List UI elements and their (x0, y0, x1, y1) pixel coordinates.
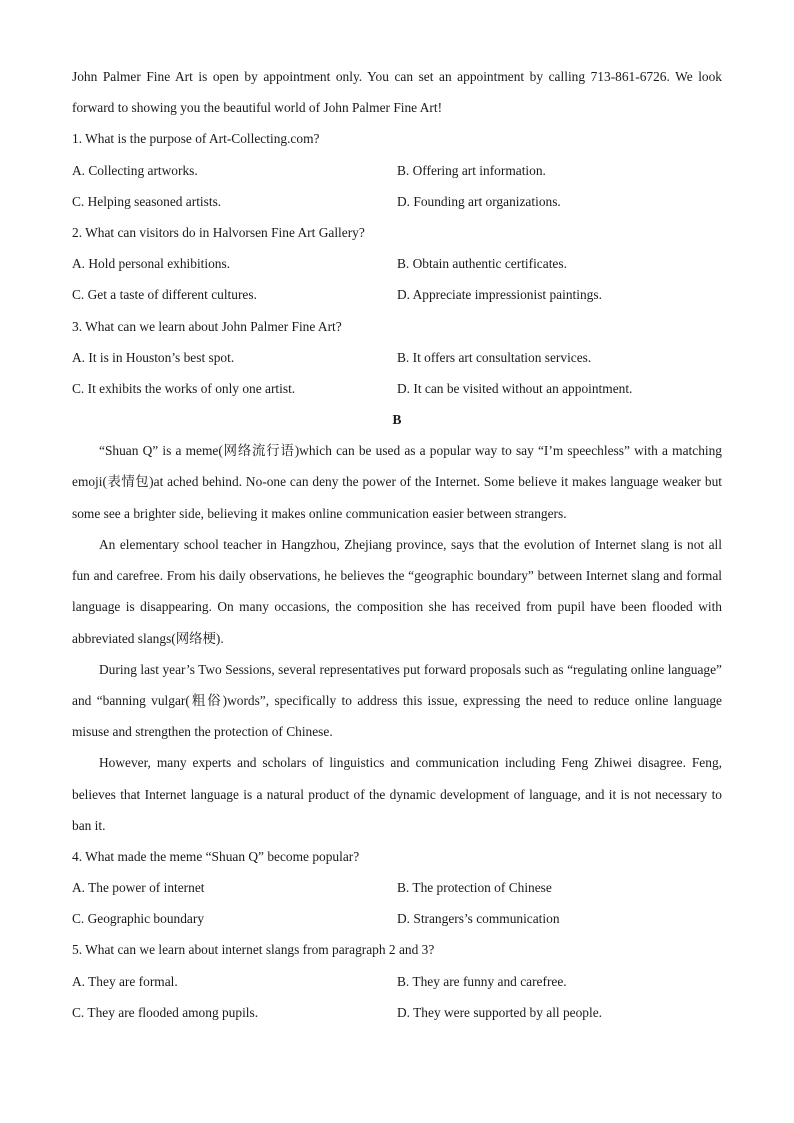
question-4-option-d: D. Strangers’s communication (397, 911, 560, 927)
question-5-option-c: C. They are flooded among pupils. (72, 1004, 259, 1020)
passage-a-closing-paragraph: John Palmer Fine Art is open by appointment only. You can set an appointment by calling 713-861-6726. We look forward to showing you the beautiful world of John Palmer Fine Art! (72, 69, 722, 116)
question-3-option-a: A. It is in Houston’s best spot. (72, 349, 235, 365)
passage-b-paragraph-4: However, many experts and scholars of linguistics and communication including Feng Zhiwei disagree. Feng, believes that Internet language is a natural product of the dynamic development of language, and it is not necessary to ban it. (72, 755, 722, 833)
question-4-options-row-2 (72, 903, 722, 934)
question-4-option-c: C. Geographic boundary (72, 911, 205, 927)
question-2-option-d: D. Appreciate impressionist paintings. (397, 287, 602, 303)
question-3-option-d: D. It can be visited without an appointment. (397, 380, 633, 396)
question-5-stem: 5. What can we learn about internet slangs from paragraph 2 and 3? (72, 942, 435, 958)
question-1-option-c: C. Helping seasoned artists. (72, 193, 222, 209)
question-2-option-b: B. Obtain authentic certificates. (397, 256, 567, 272)
passage-b-paragraph-1: “Shuan Q” is a meme(网络流行语)which can be used as a popular way to say “I’m speechless” with a matching emoji(表情包)at ached behind. No-one can deny the power of the Internet. Some believe it makes language weaker but some see a brighter side, believing it makes online communication easier between strangers. (72, 443, 722, 521)
question-4-option-b: B. The protection of Chinese (397, 880, 552, 896)
document-page (72, 61, 722, 1028)
question-5-option-a: A. They are formal. (72, 973, 178, 989)
question-5-options-row-2 (72, 997, 722, 1028)
question-2-option-a: A. Hold personal exhibitions. (72, 256, 231, 272)
question-4-option-a: A. The power of internet (72, 880, 205, 896)
question-1-option-d: D. Founding art organizations. (397, 193, 561, 209)
question-1-options-row-2 (72, 186, 722, 217)
passage-b-paragraph-2: An elementary school teacher in Hangzhou, Zhejiang province, says that the evolution of Internet slang is not all fun and carefree. From his daily observations, he believes the “geographic boundary” between Internet slang and formal language is disappearing. On many occasions, the composition she has received from pupil have been flooded with abbreviated slangs(网络梗). (72, 536, 722, 646)
question-3-options-row-1 (72, 342, 722, 373)
question-1-stem: 1. What is the purpose of Art-Collecting.com? (72, 131, 320, 147)
question-3-option-c: C. It exhibits the works of only one artist. (72, 380, 296, 396)
question-2-options-row-1 (72, 248, 722, 279)
passage-b-paragraph-3: During last year’s Two Sessions, several representatives put forward proposals such as “regulating online language” and “banning vulgar(粗俗)words”, specifically to address this issue, expressing the need to reduce online language misuse and strengthen the protection of Chinese. (72, 661, 722, 740)
question-5-option-b: B. They are funny and carefree. (397, 973, 567, 989)
section-b-heading: B (392, 412, 402, 428)
question-2-options-row-2 (72, 279, 722, 310)
question-2-option-c: C. Get a taste of different cultures. (72, 287, 257, 303)
question-2-stem: 2. What can visitors do in Halvorsen Fine Art Gallery? (72, 224, 365, 240)
question-1-options-row-1 (72, 155, 722, 186)
question-3-options-row-2 (72, 373, 722, 404)
question-1-option-b: B. Offering art information. (397, 162, 546, 178)
question-3-stem: 3. What can we learn about John Palmer Fine Art? (72, 318, 342, 334)
question-3-option-b: B. It offers art consultation services. (397, 349, 592, 365)
question-5-option-d: D. They were supported by all people. (397, 1004, 603, 1020)
question-5-options-row-1 (72, 966, 722, 997)
question-4-options-row-1 (72, 872, 722, 903)
question-1-option-a: A. Collecting artworks. (72, 162, 198, 178)
question-4-stem: 4. What made the meme “Shuan Q” become popular? (72, 848, 360, 864)
